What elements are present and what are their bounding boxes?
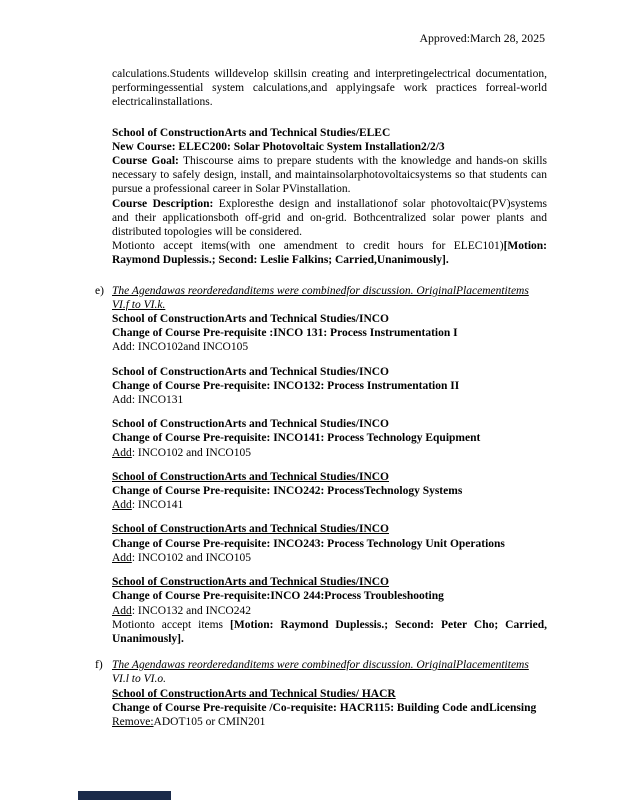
add-line <box>112 551 547 565</box>
add-line <box>112 498 547 512</box>
add-label: Add <box>112 604 132 617</box>
change-line: Change of Course Pre-requisite /Co-requisite: HACR115: Building Code andLicensing <box>112 701 537 714</box>
school-heading: School of ConstructionArts and Technical Studies/INCO <box>112 470 389 483</box>
intro-paragraph: calculations.Students willdevelop skillsin creating and interpretingelectrical documentation, performingessential system calculations,and applyingsafe work practices forreal-world electricalinstallations. <box>112 68 547 109</box>
motion-record: [Motion: Raymond Duplessis.; Second: Leslie Falkins; Carried,Unanimously]. <box>112 240 547 267</box>
change-line: Change of Course Pre-requisite: INCO132: Process Instrumentation II <box>112 379 460 392</box>
add-label: Add <box>112 499 132 512</box>
motion-text: Motionto accept items(with one amendment to credit hours for ELEC101) <box>112 240 504 253</box>
elec-course-goal <box>95 154 547 197</box>
elec-motion <box>95 239 547 267</box>
add-rest: : INCO102and INCO105 <box>131 341 249 354</box>
add-label: Add <box>112 341 132 354</box>
elec-school-heading: School of ConstructionArts and Technical Studies/ELEC <box>112 126 391 139</box>
course-goal-text: Thiscourse aims to prepare students with the knowledge and hands-on skills necessary to safely design, install, and maintainsolarphotovoltaicsystems so that students can pursue a professional career in Solar PVinstallation. <box>112 155 547 196</box>
school-heading: School of ConstructionArts and Technical Studies/INCO <box>112 313 389 326</box>
item-e-intro-line1: The Agendawas reorderedanditems were combinedfor discussion. OriginalPlacementitems <box>112 284 529 297</box>
course-description-text: Exploresthe design and installationof solar photovoltaic(PV)systems and their applicationsboth off-grid and on-grid. Bothcentralized solar power plants and distributed topologies will be considered. <box>112 197 547 239</box>
motion-text: Motionto accept items <box>112 618 231 631</box>
item-e-motion <box>112 618 547 646</box>
add-line <box>112 340 547 354</box>
course-change-block <box>112 470 547 513</box>
item-e-body <box>112 284 547 646</box>
item-label: f) <box>95 659 103 672</box>
course-description-label: Course Description: <box>112 197 214 210</box>
add-label: Add <box>112 394 132 407</box>
spacer <box>95 268 547 284</box>
elec-course-description <box>95 197 547 240</box>
course-change-block <box>112 365 547 408</box>
school-heading: School of ConstructionArts and Technical Studies/INCO <box>112 365 389 378</box>
remove-rest: ADOT105 or CMIN201 <box>153 715 266 728</box>
change-line: Change of Course Pre-requisite: INCO242: ProcessTechnology Systems <box>112 485 463 498</box>
bottom-edge-bar <box>78 791 171 800</box>
change-line: Change of Course Pre-requisite:INCO 244:Process Troubleshooting <box>112 590 444 603</box>
item-label: e) <box>95 284 104 297</box>
add-rest: : INCO102 and INCO105 <box>131 446 251 459</box>
document-body <box>95 67 547 729</box>
elec-new-course-heading: New Course: ELEC200: Solar Photovoltaic System Installation2/2/3 <box>112 140 445 153</box>
change-line: Change of Course Pre-requisite: INCO141: Process Technology Equipment <box>112 432 481 445</box>
add-rest: : INCO131 <box>131 394 184 407</box>
add-label: Add <box>112 551 132 564</box>
add-line <box>112 393 547 407</box>
course-change-block <box>112 417 547 460</box>
course-change-block <box>112 575 547 646</box>
change-line: Change of Course Pre-requisite: INCO243: Process Technology Unit Operations <box>112 537 505 550</box>
spacer <box>95 110 547 126</box>
add-line <box>112 604 547 618</box>
school-heading: School of ConstructionArts and Technical Studies/ HACR <box>112 687 396 700</box>
motion-record: [Motion: Raymond Duplessis.; Second: Peter Cho; Carried, Unanimously]. <box>112 618 547 645</box>
add-rest: : INCO141 <box>131 499 184 512</box>
add-line <box>112 446 547 460</box>
change-line: Change of Course Pre-requisite :INCO 131: Process Instrumentation I <box>112 327 458 340</box>
remove-label: Remove: <box>112 715 154 728</box>
school-heading: School of ConstructionArts and Technical Studies/INCO <box>112 418 389 431</box>
add-rest: : INCO102 and INCO105 <box>131 551 251 564</box>
add-rest: : INCO132 and INCO242 <box>131 604 251 617</box>
course-goal-label: Course Goal: <box>112 155 179 168</box>
school-heading: School of ConstructionArts and Technical Studies/INCO <box>112 523 389 536</box>
agenda-item-e <box>95 284 547 646</box>
spacer <box>95 646 547 658</box>
agenda-item-f <box>95 658 547 729</box>
item-f-body <box>112 658 547 729</box>
approval-date: Approved:March 28, 2025 <box>419 31 545 45</box>
add-label: Add <box>112 446 132 459</box>
school-heading: School of ConstructionArts and Technical Studies/INCO <box>112 576 389 589</box>
item-f-intro-line1: The Agendawas reorderedanditems were combinedfor discussion. OriginalPlacementitems <box>112 659 529 672</box>
remove-line <box>112 715 547 729</box>
course-change-block <box>112 522 547 565</box>
course-change-block <box>112 312 547 355</box>
elec-section <box>95 126 547 268</box>
item-f-intro-line2: VI.l to VI.o. <box>112 673 166 686</box>
item-e-intro-line2: VI.f to VI.k. <box>112 298 166 311</box>
